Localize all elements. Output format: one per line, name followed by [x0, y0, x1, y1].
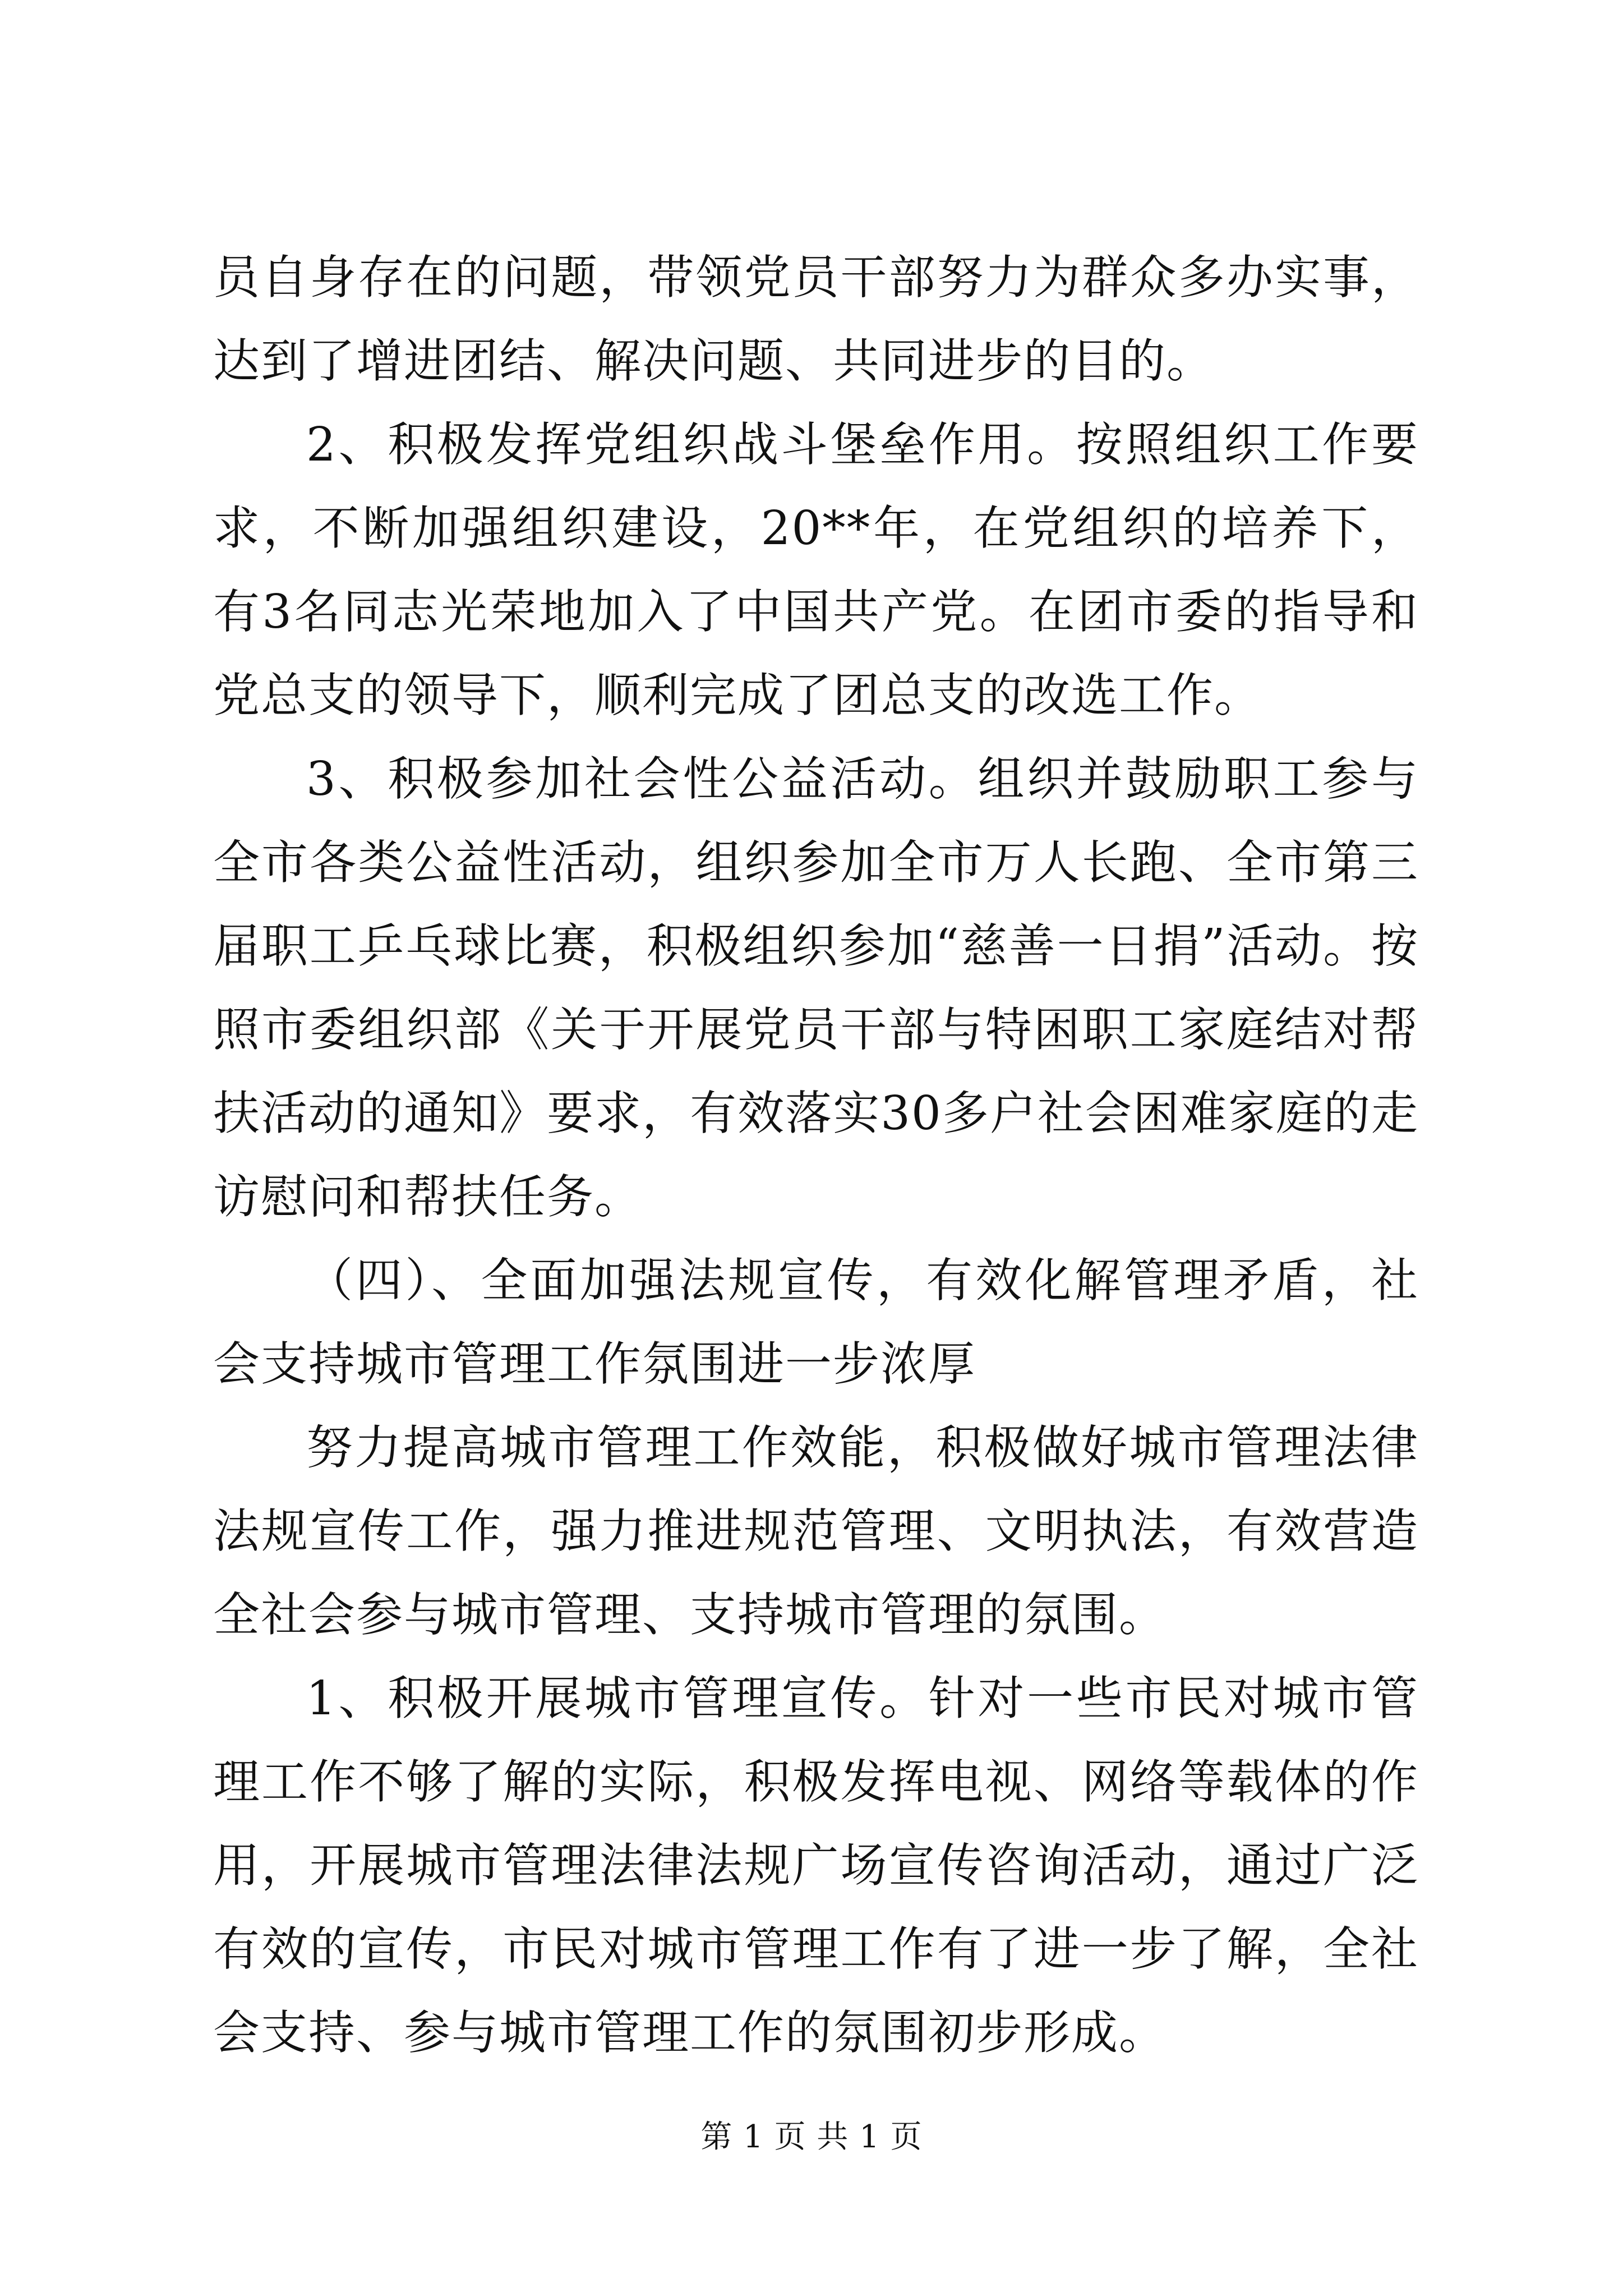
- document-body: [213, 236, 1419, 2074]
- paragraph-section-intro: 努力提高城市管理工作效能，积极做好城市管理法律法规宣传工作，强力推进规范管理、文明执法，有效营造全社会参与城市管理、支持城市管理的氛围。: [213, 1420, 1419, 1642]
- paragraph-continuation: 员自身存在的问题，带领党员干部努力为群众多办实事，达到了增进团结、解决问题、共同进步的目的。: [213, 250, 1419, 388]
- page-footer: 第 1 页 共 1 页: [700, 2119, 923, 2155]
- paragraph-item-3: 3、积极参加社会性公益活动。组织并鼓励职工参与全市各类公益性活动，组织参加全市万人长跑、全市第三届职工乒乓球比赛，积极组织参加“慈善一日捐”活动。按照市委组织部《关于开展党员干部与特困职工家庭结对帮扶活动的通知》要求，有效落实30多户社会困难家庭的走访慰问和帮扶任务。: [213, 752, 1419, 1224]
- paragraph-item-2: 2、积极发挥党组织战斗堡垒作用。按照组织工作要求，不断加强组织建设，20**年，在党组织的培养下，有3名同志光荣地加入了中国共产党。在团市委的指导和党总支的领导下，顺利完成了团总支的改选工作。: [213, 417, 1419, 723]
- paragraph-item-1: 1、积极开展城市管理宣传。针对一些市民对城市管理工作不够了解的实际，积极发挥电视、网络等载体的作用，开展城市管理法律法规广场宣传咨询活动，通过广泛有效的宣传，市民对城市管理工作有了进一步了解，全社会支持、参与城市管理工作的氛围初步形成。: [213, 1671, 1419, 2060]
- section-heading-4: （四）、全面加强法规宣传，有效化解管理矛盾，社会支持城市管理工作氛围进一步浓厚: [213, 1253, 1419, 1391]
